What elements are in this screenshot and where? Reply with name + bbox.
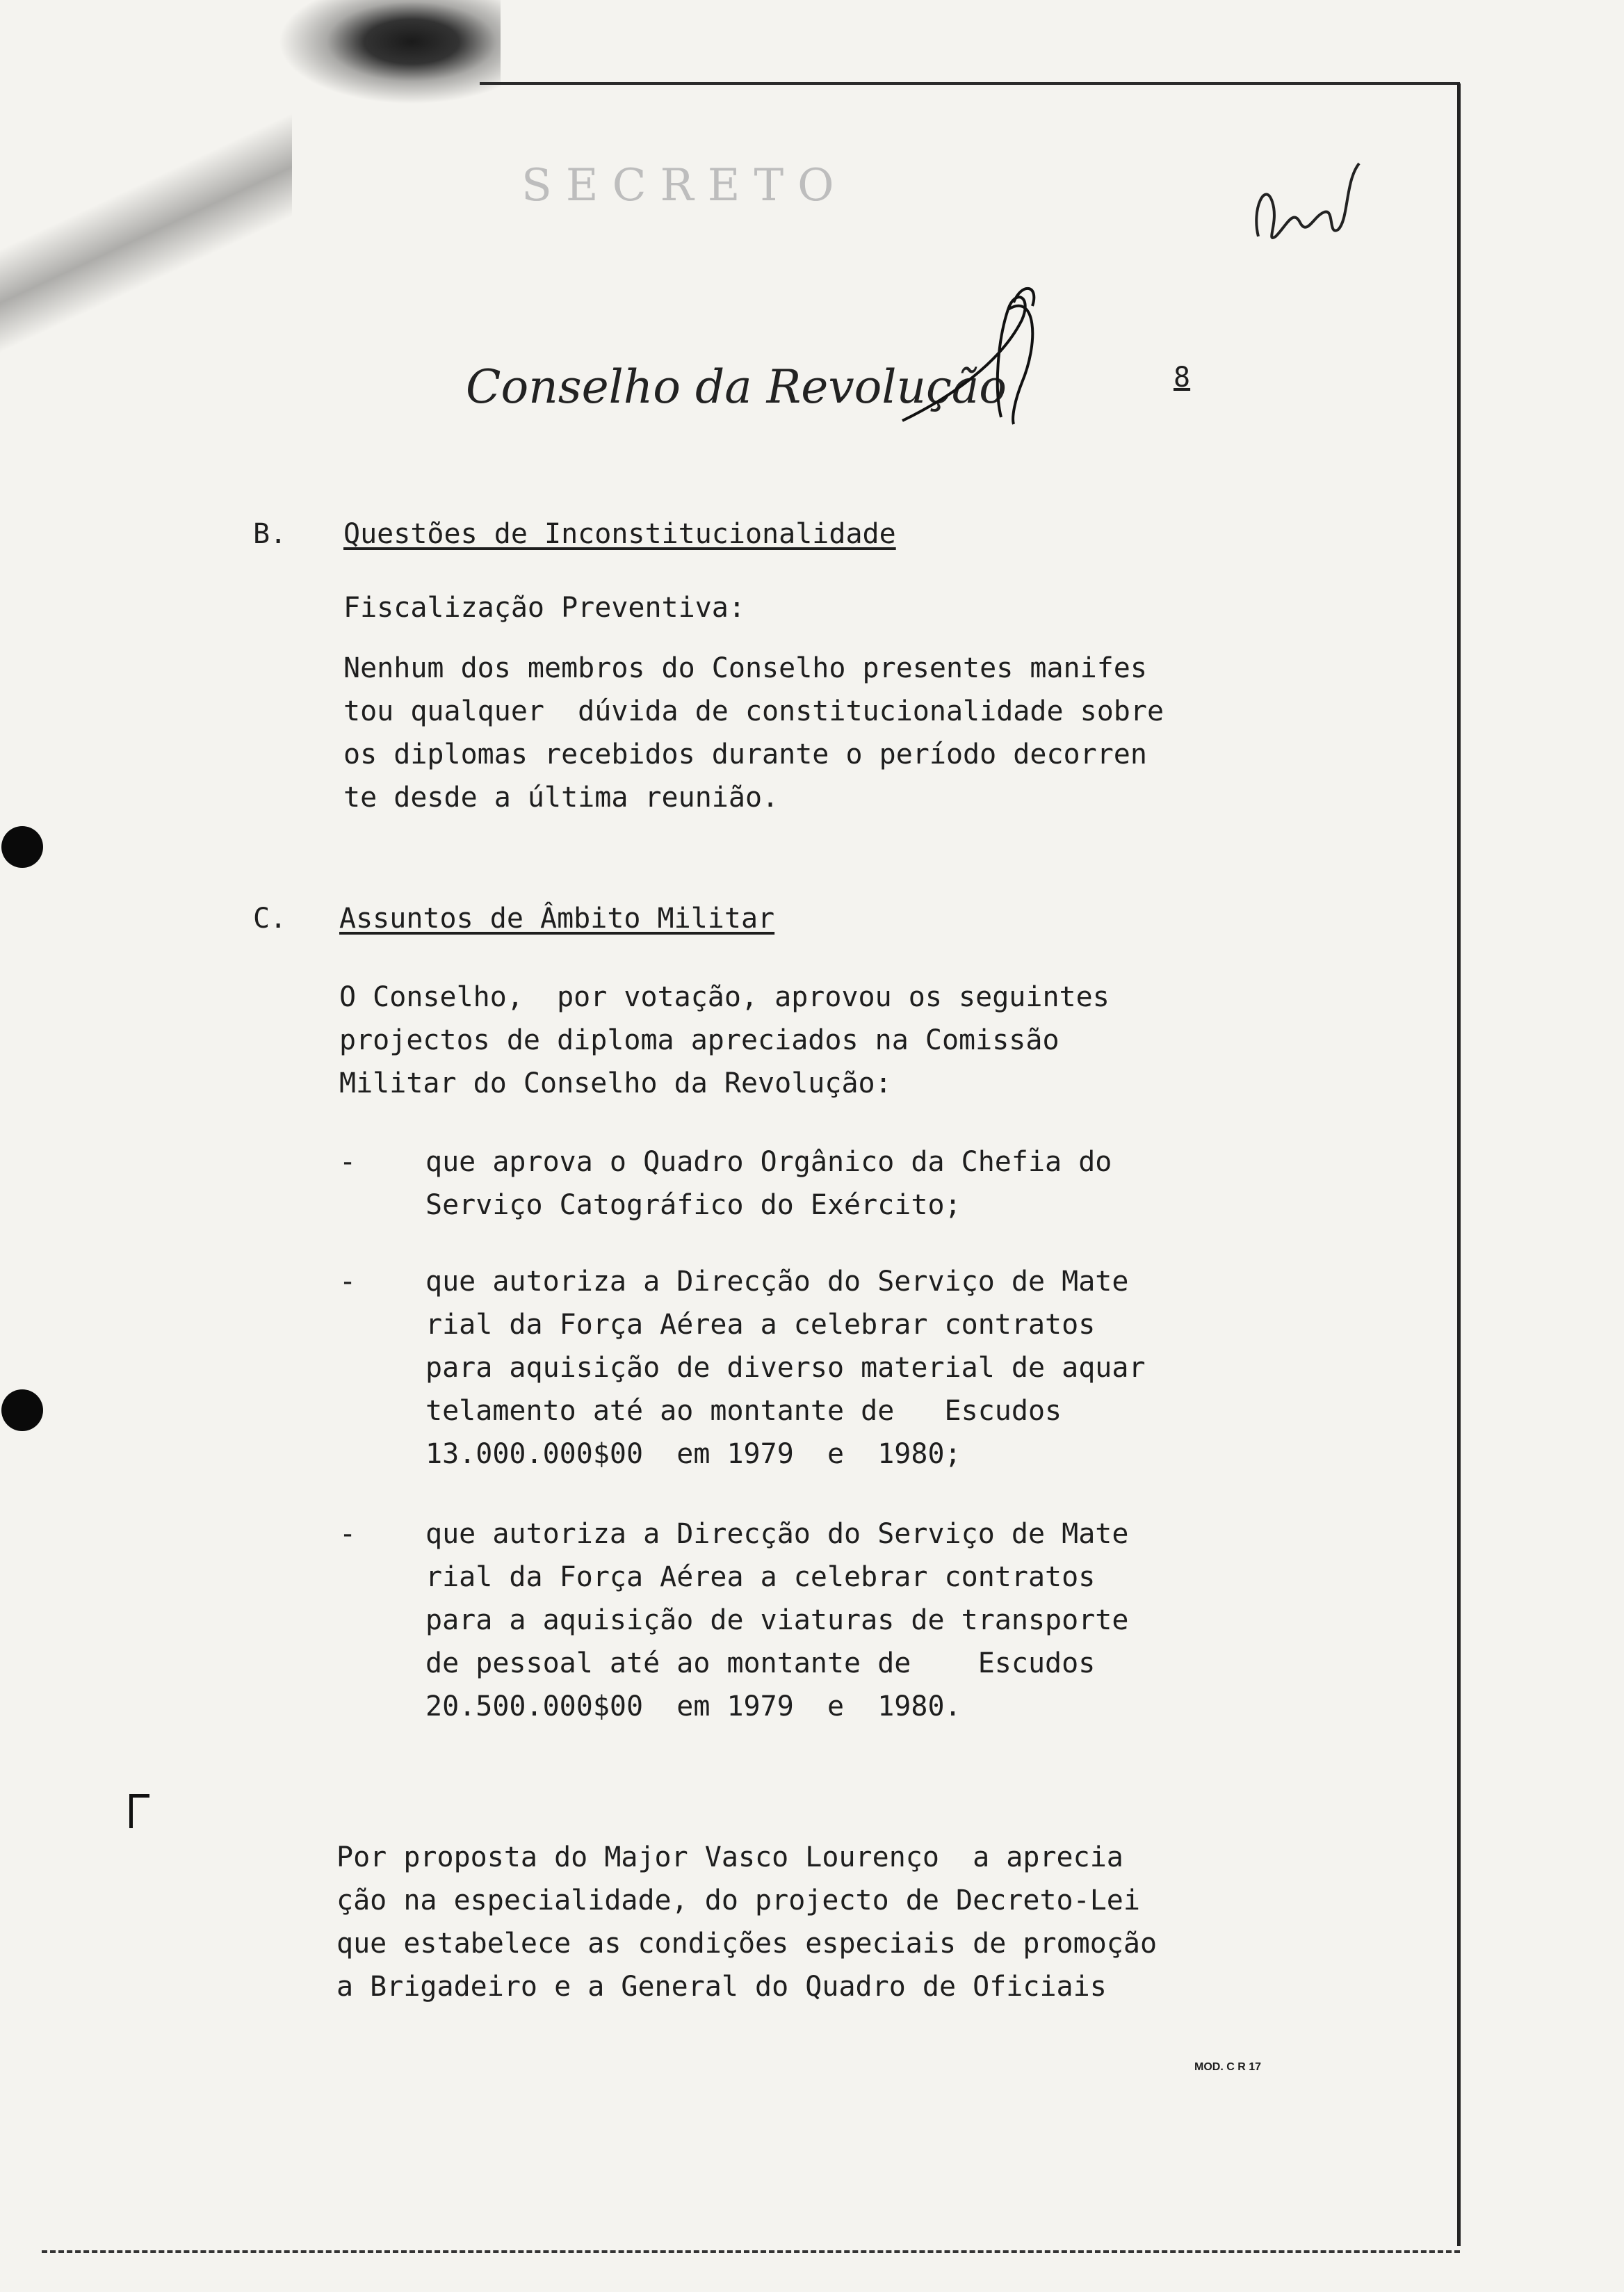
- list-item-line: rial da Força Aérea a celebrar contratos: [425, 1561, 1096, 1593]
- section-b-title: Questões de Inconstitucionalidade: [343, 518, 896, 550]
- page-edge-bottom: [42, 2250, 1460, 2253]
- paragraph-line: tou qualquer dúvida de constitucionalidade sobre: [343, 695, 1164, 727]
- page-edge-top: [480, 82, 1460, 85]
- list-item-line: 20.500.000$00 em 1979 e 1980.: [425, 1690, 961, 1722]
- list-item-line: que autoriza a Direcção do Serviço de Mate: [425, 1266, 1129, 1298]
- list-item-line: para a aquisição de viaturas de transporte: [425, 1604, 1129, 1636]
- paragraph-line: os diplomas recebidos durante o período decorren: [343, 739, 1147, 770]
- punch-hole-bottom: [1, 1389, 43, 1431]
- paragraph-line: Militar do Conselho da Revolução:: [339, 1067, 892, 1099]
- bullet-dash: -: [339, 1518, 357, 1550]
- list-item: [425, 1140, 1112, 1227]
- paragraph-line: projectos de diploma apreciados na Comissão: [339, 1024, 1059, 1056]
- list-item-line: que aprova o Quadro Orgânico da Chefia do: [425, 1146, 1112, 1178]
- section-b-paragraph: [343, 647, 1164, 819]
- list-item-line: telamento até ao montante de Escudos: [425, 1395, 1062, 1427]
- section-c-intro: [339, 976, 1110, 1105]
- paragraph-line: que estabelece as condições especiais de promoção: [336, 1928, 1158, 1960]
- section-b-letter: B.: [253, 518, 287, 550]
- corner-mark: [129, 1794, 149, 1828]
- section-c-letter: C.: [253, 903, 287, 935]
- scan-streak: [0, 104, 292, 382]
- list-item-line: 13.000.000$00 em 1979 e 1980;: [425, 1438, 961, 1470]
- closing-paragraph: [336, 1836, 1157, 2008]
- list-item-line: Serviço Catográfico do Exército;: [425, 1189, 961, 1221]
- list-item: [425, 1260, 1146, 1476]
- bullet-dash: -: [339, 1266, 357, 1298]
- list-item-line: rial da Força Aérea a celebrar contratos: [425, 1309, 1096, 1341]
- list-item-line: que autoriza a Direcção do Serviço de Mate: [425, 1518, 1129, 1550]
- classification-stamp: SECRETO: [521, 160, 848, 211]
- paragraph-line: O Conselho, por votação, aprovou os seguintes: [339, 981, 1110, 1013]
- page-edge-right: [1457, 83, 1461, 2246]
- letterhead-title: Conselho da Revolução: [466, 360, 1007, 414]
- initials-signature: [1244, 153, 1363, 257]
- paragraph-line: te desde a última reunião.: [343, 782, 779, 814]
- page-number: 8: [1174, 362, 1191, 394]
- punch-hole-top: [1, 826, 43, 868]
- paragraph-line: a Brigadeiro e a General do Quadro de Oficiais: [336, 1971, 1107, 2003]
- list-item-line: de pessoal até ao montante de Escudos: [425, 1647, 1096, 1679]
- list-item: [425, 1512, 1128, 1728]
- bullet-dash: -: [339, 1146, 357, 1178]
- scan-smudge: [278, 0, 501, 104]
- paragraph-line: Nenhum dos membros do Conselho presentes manifes: [343, 652, 1147, 684]
- paragraph-line: Por proposta do Major Vasco Lourenço a aprecia: [336, 1841, 1123, 1873]
- signature: [897, 278, 1091, 431]
- section-c-title: Assuntos de Âmbito Militar: [339, 903, 775, 935]
- paragraph-line: ção na especialidade, do projecto de Decreto-Lei: [336, 1885, 1140, 1916]
- section-b-subtitle: Fiscalização Preventiva:: [343, 592, 745, 624]
- form-code: MOD. C R 17: [1194, 2061, 1262, 2073]
- list-item-line: para aquisição de diverso material de aquar: [425, 1352, 1146, 1384]
